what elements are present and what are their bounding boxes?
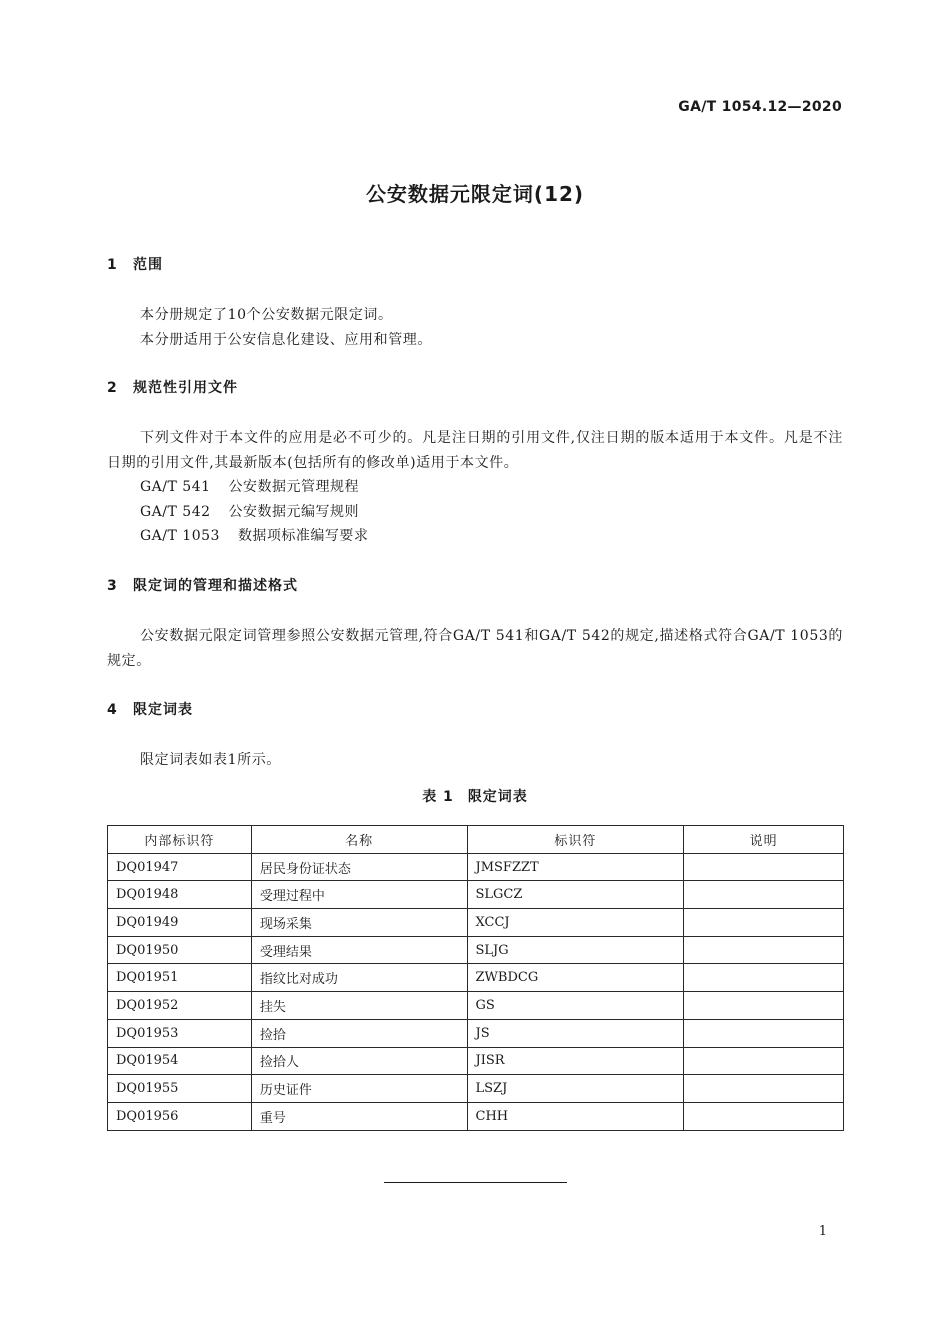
cell-description xyxy=(684,936,844,964)
cell-internal-id: DQ01948 xyxy=(108,881,252,909)
reference-code: GA/T 542 xyxy=(140,503,211,520)
cell-description xyxy=(684,1047,844,1075)
header-name: 名称 xyxy=(251,826,467,854)
cell-internal-id: DQ01953 xyxy=(108,1019,252,1047)
cell-identifier: JISR xyxy=(467,1047,684,1075)
section-management-format xyxy=(107,574,843,673)
header-internal-id: 内部标识符 xyxy=(108,826,252,854)
cell-name: 现场采集 xyxy=(251,909,467,937)
section-title: 规范性引用文件 xyxy=(133,380,238,396)
cell-internal-id: DQ01947 xyxy=(108,853,252,881)
cell-name: 重号 xyxy=(251,1102,467,1130)
reference-code: GA/T 541 xyxy=(140,479,211,495)
section-title: 限定词表 xyxy=(133,702,193,718)
cell-description xyxy=(684,1102,844,1130)
reference-code: GA/T 1053 xyxy=(140,528,220,544)
reference-title: 数据项标准编写要求 xyxy=(237,528,369,544)
section-scope xyxy=(107,253,843,352)
table-row xyxy=(108,881,844,909)
cell-identifier: GS xyxy=(467,992,684,1020)
reference-title: 公安数据元管理规程 xyxy=(228,479,360,495)
cell-identifier: ZWBDCG xyxy=(467,964,684,992)
section-heading xyxy=(107,698,843,722)
paragraph: 下列文件对于本文件的应用是必不可少的。凡是注日期的引用文件,仅注日期的版本适用于本文件。凡是不注日期的引用文件,其最新版本(包括所有的修改单)适用于本文件。 xyxy=(107,430,843,471)
cell-description xyxy=(684,964,844,992)
section-heading xyxy=(107,253,843,277)
section-number: 3 xyxy=(107,578,118,594)
section-heading xyxy=(107,376,843,400)
cell-name: 捡拾 xyxy=(251,1019,467,1047)
table-row xyxy=(108,1102,844,1130)
reference-item xyxy=(107,475,843,500)
cell-name: 挂失 xyxy=(251,992,467,1020)
section-heading xyxy=(107,574,843,598)
table-row xyxy=(108,936,844,964)
cell-internal-id: DQ01955 xyxy=(108,1075,252,1103)
cell-name: 指纹比对成功 xyxy=(251,964,467,992)
cell-name: 受理结果 xyxy=(251,936,467,964)
cell-description xyxy=(684,909,844,937)
paragraph: 公安数据元限定词管理参照公安数据元管理,符合GA/T 541和GA/T 542的规定,描述格式符合GA/T 1053的规定。 xyxy=(107,628,843,669)
header-description: 说明 xyxy=(684,826,844,854)
section-normative-references xyxy=(107,376,843,549)
reference-item xyxy=(107,500,843,525)
cell-internal-id: DQ01952 xyxy=(108,992,252,1020)
table-row xyxy=(108,1019,844,1047)
end-rule xyxy=(384,1182,567,1183)
section-qualifier-table xyxy=(107,698,843,773)
section-number: 2 xyxy=(107,380,118,396)
table-caption-title: 限定词表 xyxy=(467,789,528,805)
cell-identifier: SLGCZ xyxy=(467,881,684,909)
cell-description xyxy=(684,992,844,1020)
document-title: 公安数据元限定词(12) xyxy=(365,182,585,206)
paragraph: 本分册适用于公安信息化建设、应用和管理。 xyxy=(140,331,432,348)
header-identifier: 标识符 xyxy=(467,826,684,854)
page-number: 1 xyxy=(818,1224,827,1239)
paragraph: 本分册规定了10个公安数据元限定词。 xyxy=(140,307,393,323)
cell-name: 捡拾人 xyxy=(251,1047,467,1075)
cell-identifier: LSZJ xyxy=(467,1075,684,1103)
table-header-row xyxy=(108,826,844,854)
table-row xyxy=(108,964,844,992)
section-title: 限定词的管理和描述格式 xyxy=(133,578,298,594)
cell-description xyxy=(684,1075,844,1103)
cell-internal-id: DQ01951 xyxy=(108,964,252,992)
cell-identifier: CHH xyxy=(467,1102,684,1130)
cell-identifier: XCCJ xyxy=(467,909,684,937)
table-row xyxy=(108,1075,844,1103)
cell-internal-id: DQ01956 xyxy=(108,1102,252,1130)
cell-name: 居民身份证状态 xyxy=(251,853,467,881)
cell-description xyxy=(684,1019,844,1047)
reference-title: 公安数据元编写规则 xyxy=(228,503,360,520)
standard-code: GA/T 1054.12—2020 xyxy=(678,99,842,115)
table-row xyxy=(108,909,844,937)
table-row xyxy=(108,1047,844,1075)
reference-item xyxy=(107,524,843,549)
cell-identifier: SLJG xyxy=(467,936,684,964)
qualifier-table xyxy=(107,825,844,1131)
cell-internal-id: DQ01949 xyxy=(108,909,252,937)
table-caption-number: 表 1 xyxy=(422,789,454,805)
section-number: 1 xyxy=(107,257,118,273)
cell-name: 历史证件 xyxy=(251,1075,467,1103)
table-row xyxy=(108,853,844,881)
cell-description xyxy=(684,881,844,909)
paragraph: 限定词表如表1所示。 xyxy=(140,752,281,768)
cell-name: 受理过程中 xyxy=(251,881,467,909)
cell-internal-id: DQ01954 xyxy=(108,1047,252,1075)
section-title: 范围 xyxy=(133,257,163,273)
cell-internal-id: DQ01950 xyxy=(108,936,252,964)
table-row xyxy=(108,992,844,1020)
section-number: 4 xyxy=(107,702,118,718)
table-caption xyxy=(0,786,950,808)
cell-identifier: JS xyxy=(467,1019,684,1047)
cell-description xyxy=(684,853,844,881)
cell-identifier: JMSFZZT xyxy=(467,853,684,881)
